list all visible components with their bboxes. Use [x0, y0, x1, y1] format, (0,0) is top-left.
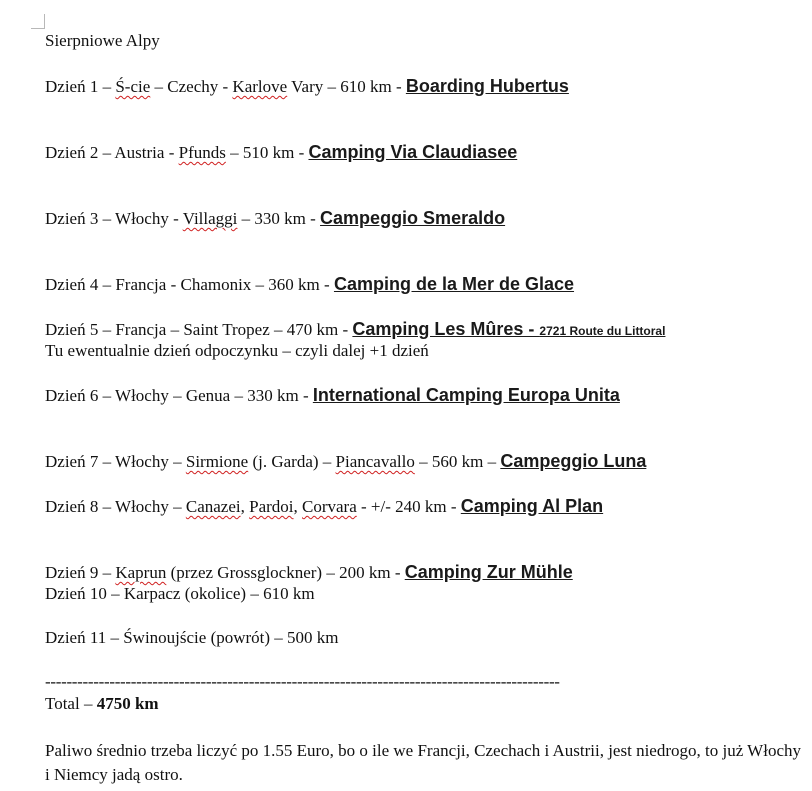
campsite-link[interactable]: Camping Les Mûres - [352, 319, 540, 339]
day-text: Dzień 1 – [45, 77, 116, 96]
campsite-link[interactable]: International Camping Europa Unita [312, 385, 620, 405]
day-text: – 330 km - [237, 209, 321, 228]
day-text: – Czechy - [150, 77, 233, 96]
day-8-line [45, 496, 603, 517]
day-text: Dzień 8 – Włochy – [45, 497, 186, 516]
day-text: Vary – 610 km - [287, 77, 406, 96]
day-text: – 510 km - [225, 143, 309, 162]
misspelled-word: Pardoi [249, 497, 294, 516]
campsite-link[interactable]: Camping Zur Mühle [404, 562, 573, 582]
day-text: , [240, 497, 250, 516]
day-text: - +/- 240 km - [356, 497, 461, 516]
misspelled-word: Karlove [232, 77, 288, 96]
document-title: Sierpniowe Alpy [45, 31, 160, 50]
misspelled-word: Corvara [302, 497, 357, 516]
campsite-link[interactable]: Campeggio Smeraldo [320, 208, 506, 228]
campsite-link[interactable]: Camping de la Mer de Glace [333, 274, 575, 294]
misspelled-word: Pfunds [178, 143, 226, 162]
day-text: Dzień 5 – Francja – Saint Tropez – 470 km - [45, 320, 353, 339]
day-10-line: Dzień 10 – Karpacz (okolice) – 610 km [45, 584, 315, 603]
day-5-line [45, 319, 665, 341]
day-2-line [45, 142, 517, 163]
misspelled-word: Ś-cie [115, 77, 151, 96]
day-text: Dzień 7 – Włochy – [45, 452, 186, 471]
day-text: (przez Grossglockner) – 200 km - [166, 563, 405, 582]
day-text: – 560 km – [414, 452, 501, 471]
day-text: Dzień 2 – Austria - [45, 143, 179, 162]
day-5-note: Tu ewentualnie dzień odpoczynku – czyli dalej +1 dzień [45, 341, 429, 360]
misspelled-word: Piancavallo [335, 452, 415, 471]
campsite-link[interactable]: Camping Al Plan [460, 496, 604, 516]
day-6-line [45, 385, 620, 406]
total-label: Total – [45, 694, 97, 713]
campsite-link[interactable]: Campeggio Luna [500, 451, 647, 471]
day-1-line [45, 76, 569, 97]
day-7-line [45, 451, 646, 472]
day-3-line [45, 208, 505, 229]
total-value: 4750 km [96, 694, 159, 713]
day-4-line [45, 274, 574, 295]
campsite-link[interactable]: Boarding Hubertus [405, 76, 569, 96]
day-text: , [293, 497, 302, 516]
campsite-address-link[interactable]: 2721 Route du Littoral [539, 324, 666, 338]
misspelled-word: Canazei [185, 497, 241, 516]
fuel-note: Paliwo średnio trzeba liczyć po 1.55 Euro, bo o ile we Francji, Czechach i Austrii, jest niedrogo, to już Włochy i Niemcy jadą ostro. [45, 741, 801, 784]
misspelled-word: Sirmione [185, 452, 249, 471]
day-text: Dzień 4 – Francja - Chamonix – 360 km - [45, 275, 334, 294]
misspelled-word: Kaprun [115, 563, 167, 582]
separator-line: ------------------------------------------------------------------------------------------------ [45, 672, 560, 691]
day-11-line: Dzień 11 – Świnoujście (powrót) – 500 km [45, 628, 339, 647]
day-9-line [45, 562, 573, 583]
day-text: Dzień 3 – Włochy - [45, 209, 183, 228]
day-text: Dzień 6 – Włochy – Genua – 330 km - [45, 386, 313, 405]
day-text: (j. Garda) – [248, 452, 336, 471]
total-line [45, 694, 159, 714]
campsite-link[interactable]: Camping Via Claudiasee [308, 142, 518, 162]
page-corner-mark [31, 14, 45, 29]
day-text: Dzień 9 – [45, 563, 116, 582]
misspelled-word: Villaggi [182, 209, 238, 228]
